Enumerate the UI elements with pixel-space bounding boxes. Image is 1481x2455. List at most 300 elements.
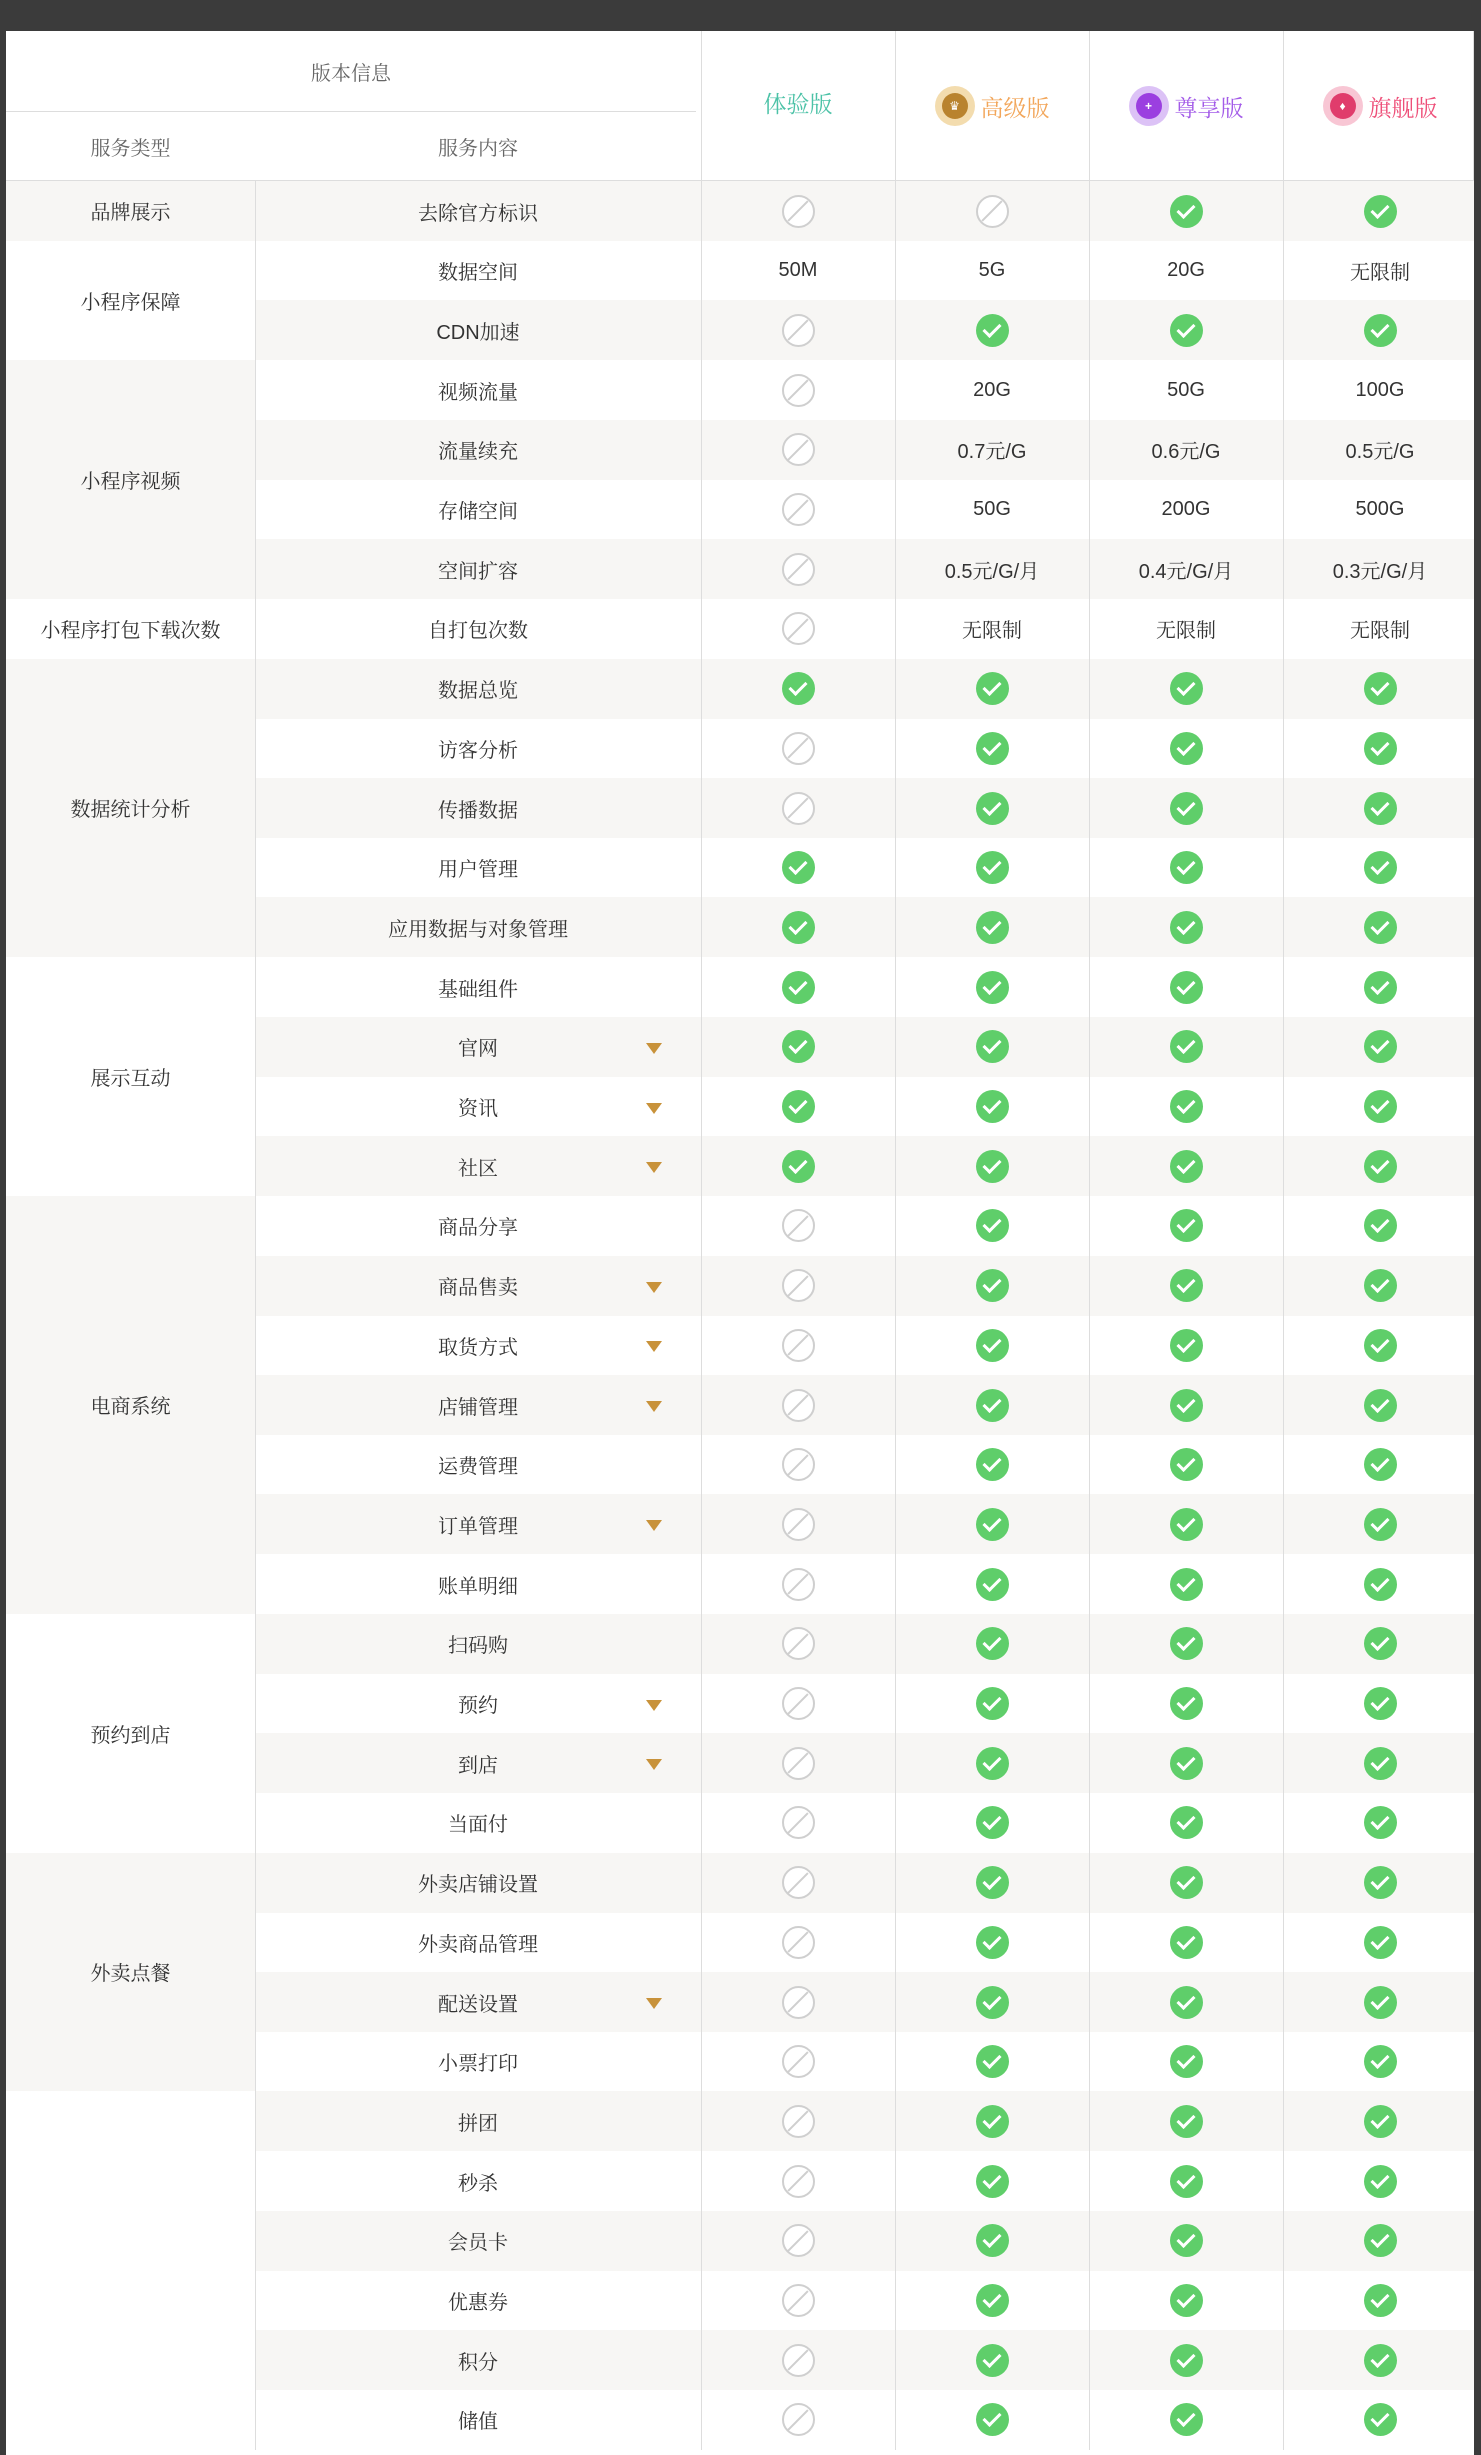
table-row <box>6 1196 1474 1256</box>
check-icon <box>976 314 1009 347</box>
cell-premium <box>1089 1733 1283 1793</box>
service-name: 拼团 <box>458 2112 498 2135</box>
category-label: 电商系统 <box>90 1396 171 1419</box>
cell-trial <box>701 1017 895 1077</box>
cell-premium <box>1089 718 1283 778</box>
cell-value: 无限制 <box>962 620 1022 643</box>
cell-value: 50G <box>1167 378 1205 401</box>
service-name: 用户管理 <box>438 859 518 882</box>
cell-advanced <box>895 2091 1089 2151</box>
cell-trial <box>701 1554 895 1614</box>
cell-flagship <box>1283 1017 1477 1077</box>
check-icon <box>1364 314 1397 347</box>
cell-premium <box>1089 957 1283 1017</box>
cell-flagship <box>1283 659 1477 719</box>
cell-trial <box>701 1315 895 1375</box>
column-divider <box>1089 181 1090 2450</box>
service-name: 外卖商品管理 <box>418 1933 538 1956</box>
cell-value: 20G <box>1167 259 1205 282</box>
check-icon <box>1364 1448 1397 1481</box>
cell-value: 0.6元/G <box>1151 441 1221 464</box>
table-row <box>6 420 1474 480</box>
cell-value: 0.5元/G <box>1345 441 1415 464</box>
cell-trial <box>701 1793 895 1853</box>
service-name[interactable]: 配送设置 <box>438 1993 518 2016</box>
check-icon <box>976 2224 1009 2257</box>
cell-flagship <box>1283 181 1477 241</box>
expand-arrow-icon[interactable] <box>646 1401 662 1412</box>
check-icon <box>1364 1568 1397 1601</box>
cell-trial <box>701 659 895 719</box>
service-name[interactable]: 官网 <box>458 1038 498 1061</box>
check-icon <box>1170 1568 1203 1601</box>
cell-flagship <box>1283 1674 1477 1734</box>
check-icon <box>1364 1866 1397 1899</box>
service-name[interactable]: 预约 <box>458 1695 498 1717</box>
check-icon <box>976 1866 1009 1899</box>
cell-premium <box>1089 2330 1283 2390</box>
expand-arrow-icon[interactable] <box>646 1341 662 1352</box>
cell-premium <box>1089 897 1283 957</box>
table-row <box>6 2151 1474 2211</box>
table-row <box>6 2390 1474 2450</box>
check-icon <box>976 1926 1009 1959</box>
check-icon <box>976 1030 1009 1063</box>
table-row <box>6 1614 1474 1674</box>
table-row <box>6 957 1474 1017</box>
unavailable-icon <box>782 1747 815 1780</box>
service-type-label: 服务类型 <box>90 137 171 160</box>
service-name: 应用数据与对象管理 <box>388 918 568 941</box>
check-icon <box>1364 911 1397 944</box>
service-name: 存储空间 <box>438 501 518 523</box>
unavailable-icon <box>782 493 815 526</box>
service-name: 小票打印 <box>438 2053 518 2076</box>
cell-advanced <box>895 2390 1089 2450</box>
cell-premium <box>1089 539 1283 599</box>
table-row <box>6 1972 1474 2032</box>
table-row <box>6 1315 1474 1375</box>
cell-trial <box>701 1674 895 1734</box>
table-row <box>6 1017 1474 1077</box>
cell-flagship <box>1283 2330 1477 2390</box>
cell-premium <box>1089 1674 1283 1734</box>
check-icon <box>1364 1150 1397 1183</box>
cell-advanced <box>895 1435 1089 1495</box>
cell-flagship <box>1283 2211 1477 2271</box>
check-icon <box>976 2403 1009 2436</box>
cell-trial <box>701 778 895 838</box>
check-icon <box>1364 1627 1397 1660</box>
cell-trial <box>701 1912 895 1972</box>
check-icon <box>1364 1030 1397 1063</box>
expand-arrow-icon[interactable] <box>646 1998 662 2009</box>
service-name: 外卖店铺设置 <box>418 1874 538 1897</box>
cell-advanced <box>895 2151 1089 2211</box>
cell-premium <box>1089 1554 1283 1614</box>
cell-advanced <box>895 838 1089 898</box>
cell-value: 50G <box>973 498 1011 520</box>
cell-flagship <box>1283 778 1477 838</box>
cell-flagship <box>1283 1554 1477 1614</box>
unavailable-icon <box>782 433 815 466</box>
check-icon <box>1364 1209 1397 1242</box>
check-icon <box>1364 2045 1397 2078</box>
check-icon <box>1364 2105 1397 2138</box>
unavailable-icon <box>782 612 815 645</box>
table-row <box>6 778 1474 838</box>
service-name: 商品分享 <box>438 1217 518 1240</box>
cell-value: 无限制 <box>1350 262 1410 285</box>
check-icon <box>1170 1150 1203 1183</box>
cell-trial <box>701 838 895 898</box>
check-icon <box>976 1687 1009 1720</box>
service-name: 传播数据 <box>438 799 518 822</box>
table-row <box>6 300 1474 360</box>
cell-premium <box>1089 2390 1283 2450</box>
check-icon <box>782 672 815 705</box>
cell-premium <box>1089 2091 1283 2151</box>
cell-advanced <box>895 2211 1089 2271</box>
unavailable-icon <box>782 1389 815 1422</box>
cell-flagship <box>1283 2271 1477 2331</box>
cell-trial <box>701 1733 895 1793</box>
check-icon <box>1170 195 1203 228</box>
check-icon <box>1170 672 1203 705</box>
cell-trial <box>701 420 895 480</box>
check-icon <box>1170 732 1203 765</box>
cell-value: 无限制 <box>1350 620 1410 643</box>
service-name: 自打包次数 <box>428 620 528 643</box>
table-row <box>6 1853 1474 1913</box>
check-icon <box>1364 732 1397 765</box>
check-icon <box>976 1269 1009 1302</box>
tier-header-trial[interactable] <box>701 31 895 181</box>
cell-flagship <box>1283 2390 1477 2450</box>
cell-premium <box>1089 2211 1283 2271</box>
cell-premium <box>1089 778 1283 838</box>
service-name: 数据总览 <box>438 680 518 703</box>
cell-value: 50M <box>778 259 818 282</box>
cell-premium <box>1089 1912 1283 1972</box>
cell-advanced <box>895 360 1089 420</box>
cell-flagship <box>1283 300 1477 360</box>
cell-advanced <box>895 300 1089 360</box>
check-icon <box>1170 1687 1203 1720</box>
check-icon <box>1170 792 1203 825</box>
expand-arrow-icon[interactable] <box>646 1700 662 1711</box>
cell-advanced <box>895 1674 1089 1734</box>
check-icon <box>1170 851 1203 884</box>
cell-trial <box>701 2211 895 2271</box>
service-name: 数据空间 <box>438 262 518 285</box>
version-info-label: 版本信息 <box>311 62 391 85</box>
cell-trial <box>701 2091 895 2151</box>
cell-advanced <box>895 599 1089 659</box>
unavailable-icon <box>782 374 815 407</box>
cell-advanced <box>895 480 1089 540</box>
cell-flagship <box>1283 838 1477 898</box>
unavailable-icon <box>782 2224 815 2257</box>
table-row <box>6 1136 1474 1196</box>
cell-advanced <box>895 539 1089 599</box>
cell-advanced <box>895 778 1089 838</box>
check-icon <box>1170 1448 1203 1481</box>
cell-premium <box>1089 1375 1283 1435</box>
service-name: 会员卡 <box>448 2232 508 2255</box>
table-row <box>6 1494 1474 1554</box>
check-icon <box>1364 1389 1397 1422</box>
check-icon <box>976 2165 1009 2198</box>
table-row <box>6 539 1474 599</box>
service-name: 储值 <box>458 2411 498 2434</box>
cell-flagship <box>1283 1315 1477 1375</box>
table-row <box>6 1256 1474 1316</box>
cell-advanced <box>895 241 1089 301</box>
expand-arrow-icon[interactable] <box>646 1282 662 1293</box>
service-name[interactable]: 订单管理 <box>438 1515 518 1538</box>
check-icon <box>1364 2284 1397 2317</box>
service-name[interactable]: 商品售卖 <box>438 1277 518 1300</box>
table-row <box>6 1912 1474 1972</box>
unavailable-icon <box>782 1866 815 1899</box>
expand-arrow-icon[interactable] <box>646 1162 662 1173</box>
check-icon <box>1364 1090 1397 1123</box>
cell-trial <box>701 1853 895 1913</box>
cell-trial <box>701 360 895 420</box>
service-name: 账单明细 <box>438 1575 518 1598</box>
tier-header-advanced[interactable] <box>895 31 1089 181</box>
cell-trial <box>701 2151 895 2211</box>
cell-premium <box>1089 838 1283 898</box>
expand-arrow-icon[interactable] <box>646 1759 662 1770</box>
cell-flagship <box>1283 1077 1477 1137</box>
check-icon <box>976 1986 1009 2019</box>
cell-flagship <box>1283 897 1477 957</box>
check-icon <box>1170 1866 1203 1899</box>
cell-flagship <box>1283 1375 1477 1435</box>
table-row <box>6 360 1474 420</box>
unavailable-icon <box>782 1926 815 1959</box>
cell-trial <box>701 1375 895 1435</box>
cell-premium <box>1089 1077 1283 1137</box>
check-icon <box>1170 2344 1203 2377</box>
service-name[interactable]: 社区 <box>458 1157 498 1180</box>
check-icon <box>976 2105 1009 2138</box>
cell-flagship <box>1283 539 1477 599</box>
table-row <box>6 480 1474 540</box>
cell-trial <box>701 1614 895 1674</box>
category-label: 外卖点餐 <box>90 1963 171 1986</box>
cell-advanced <box>895 420 1089 480</box>
cell-trial <box>701 2390 895 2450</box>
expand-arrow-icon[interactable] <box>646 1043 662 1054</box>
cell-value: 0.7元/G <box>957 441 1027 464</box>
table-row <box>6 897 1474 957</box>
table-row <box>6 718 1474 778</box>
unavailable-icon <box>782 2284 815 2317</box>
check-icon <box>1364 1508 1397 1541</box>
cell-advanced <box>895 1375 1089 1435</box>
cell-flagship <box>1283 1972 1477 2032</box>
unavailable-icon <box>782 1508 815 1541</box>
cell-trial <box>701 2330 895 2390</box>
cell-flagship <box>1283 420 1477 480</box>
check-icon <box>782 911 815 944</box>
expand-arrow-icon[interactable] <box>646 1520 662 1531</box>
service-name[interactable]: 取货方式 <box>438 1336 518 1359</box>
unavailable-icon <box>782 2105 815 2138</box>
check-icon <box>1364 2344 1397 2377</box>
cell-premium <box>1089 1435 1283 1495</box>
check-icon <box>976 1448 1009 1481</box>
check-icon <box>1364 1926 1397 1959</box>
expand-arrow-icon[interactable] <box>646 1103 662 1114</box>
cell-advanced <box>895 1614 1089 1674</box>
cell-flagship <box>1283 1614 1477 1674</box>
cell-premium <box>1089 300 1283 360</box>
cell-advanced <box>895 1494 1089 1554</box>
service-name: 流量续充 <box>438 441 518 464</box>
check-icon <box>1364 792 1397 825</box>
column-divider <box>701 181 702 2450</box>
cell-advanced <box>895 1793 1089 1853</box>
cell-advanced <box>895 897 1089 957</box>
category-label: 展示互动 <box>90 1067 171 1090</box>
check-icon <box>1170 1090 1203 1123</box>
cell-advanced <box>895 1315 1089 1375</box>
check-icon <box>1364 2403 1397 2436</box>
check-icon <box>976 792 1009 825</box>
cell-value: 5G <box>978 259 1006 282</box>
cell-flagship <box>1283 1733 1477 1793</box>
table-row <box>6 181 1474 241</box>
unavailable-icon <box>782 2344 815 2377</box>
service-name[interactable]: 店铺管理 <box>438 1396 518 1419</box>
cell-flagship <box>1283 2151 1477 2211</box>
cell-premium <box>1089 599 1283 659</box>
cell-premium <box>1089 480 1283 540</box>
cell-premium <box>1089 2271 1283 2331</box>
cell-value: 无限制 <box>1156 620 1216 643</box>
table-row <box>6 1793 1474 1853</box>
check-icon <box>1364 1806 1397 1839</box>
check-icon <box>1170 1329 1203 1362</box>
cell-premium <box>1089 1614 1283 1674</box>
check-icon <box>976 1209 1009 1242</box>
check-icon <box>1170 2403 1203 2436</box>
cell-advanced <box>895 1017 1089 1077</box>
cell-trial <box>701 1077 895 1137</box>
service-name: CDN加速 <box>436 321 520 344</box>
cell-trial <box>701 300 895 360</box>
cell-trial <box>701 897 895 957</box>
category-label: 预约到店 <box>90 1724 171 1747</box>
cell-trial <box>701 1435 895 1495</box>
unavailable-icon <box>782 1806 815 1839</box>
cell-trial <box>701 1196 895 1256</box>
plus-icon <box>1129 86 1169 126</box>
unavailable-icon <box>976 195 1009 228</box>
service-name: 优惠券 <box>448 2292 508 2314</box>
cell-trial <box>701 181 895 241</box>
cell-trial <box>701 1494 895 1554</box>
cell-advanced <box>895 957 1089 1017</box>
cell-advanced <box>895 1136 1089 1196</box>
check-icon <box>1364 672 1397 705</box>
cell-trial <box>701 480 895 540</box>
check-icon <box>976 1329 1009 1362</box>
table-row <box>6 2330 1474 2390</box>
cell-advanced <box>895 1853 1089 1913</box>
tier-header-premium[interactable] <box>1089 31 1283 181</box>
column-divider <box>255 181 256 2450</box>
table-row <box>6 2091 1474 2151</box>
check-icon <box>1170 2105 1203 2138</box>
service-content-header <box>255 111 701 181</box>
check-icon <box>1170 314 1203 347</box>
unavailable-icon <box>782 1568 815 1601</box>
table-row <box>6 241 1474 301</box>
unavailable-icon <box>782 1627 815 1660</box>
cell-trial <box>701 2271 895 2331</box>
unavailable-icon <box>782 1986 815 2019</box>
cell-advanced <box>895 1256 1089 1316</box>
tier-name: 高级版 <box>980 94 1050 121</box>
cell-advanced <box>895 1196 1089 1256</box>
cell-value: 500G <box>1355 498 1405 520</box>
cell-trial <box>701 2032 895 2092</box>
check-icon <box>976 1806 1009 1839</box>
table-row <box>6 1435 1474 1495</box>
check-icon <box>1364 851 1397 884</box>
cell-value: 20G <box>973 378 1011 401</box>
check-icon <box>976 1090 1009 1123</box>
unavailable-icon <box>782 2045 815 2078</box>
check-icon <box>1364 1747 1397 1780</box>
cell-flagship <box>1283 2091 1477 2151</box>
tier-title-flagship <box>1323 86 1438 126</box>
category-label: 小程序保障 <box>80 291 181 314</box>
cell-flagship <box>1283 2032 1477 2092</box>
check-icon <box>976 2284 1009 2317</box>
cell-flagship <box>1283 1196 1477 1256</box>
cell-flagship <box>1283 1793 1477 1853</box>
service-name[interactable]: 到店 <box>458 1754 498 1777</box>
cell-premium <box>1089 1494 1283 1554</box>
service-name: 积分 <box>458 2351 498 2374</box>
cell-flagship <box>1283 957 1477 1017</box>
cell-value: 0.5元/G/月 <box>944 560 1040 583</box>
tier-header-flagship[interactable] <box>1283 31 1477 181</box>
cell-flagship <box>1283 241 1477 301</box>
cell-advanced <box>895 1912 1089 1972</box>
table-row <box>6 2271 1474 2331</box>
cell-flagship <box>1283 480 1477 540</box>
header-column-divider <box>1283 31 1284 181</box>
service-name[interactable]: 资讯 <box>458 1098 498 1120</box>
cell-trial <box>701 539 895 599</box>
check-icon <box>1364 1329 1397 1362</box>
cell-premium <box>1089 1853 1283 1913</box>
cell-advanced <box>895 1077 1089 1137</box>
check-icon <box>1364 1687 1397 1720</box>
category-label: 品牌展示 <box>90 202 171 225</box>
tier-title-trial <box>764 86 833 119</box>
check-icon <box>976 1568 1009 1601</box>
cell-value: 0.4元/G/月 <box>1138 560 1234 583</box>
check-icon <box>782 1090 815 1123</box>
